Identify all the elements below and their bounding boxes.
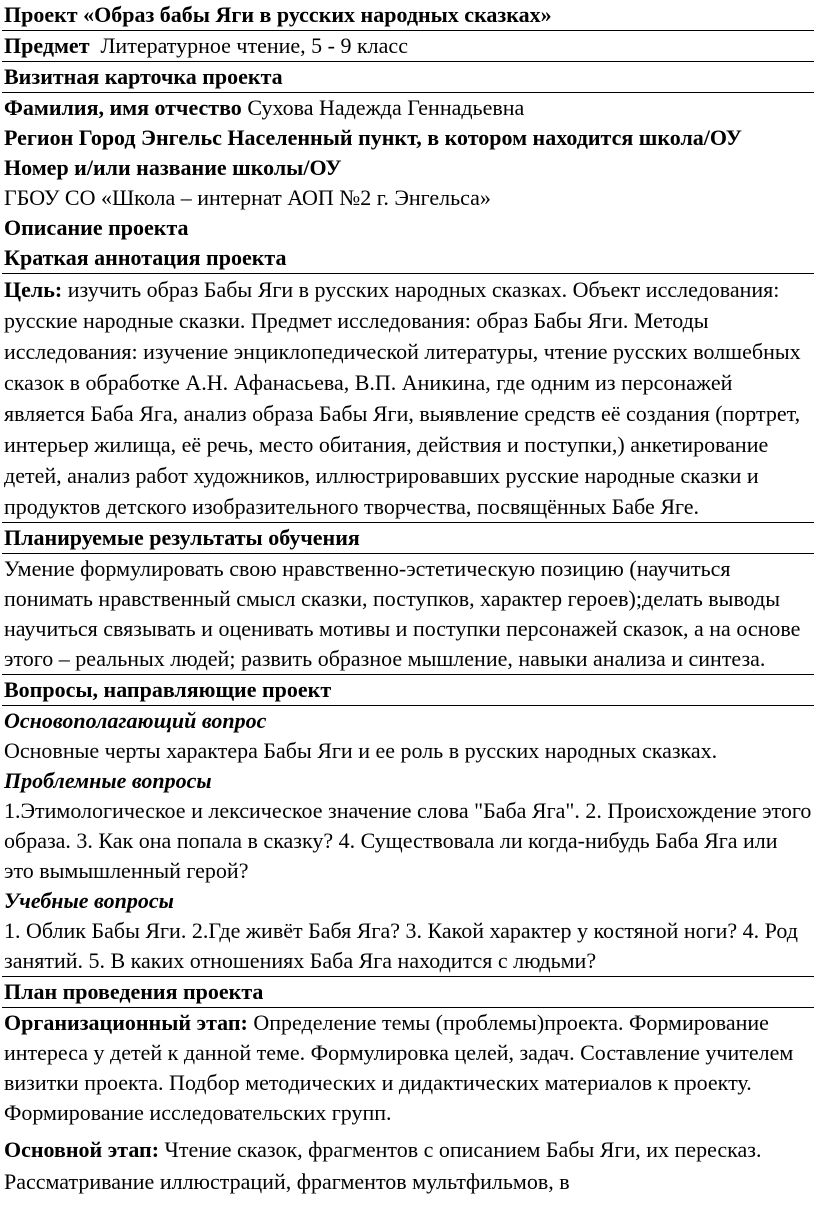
problem-text: 1.Этимологическое и лексическое значение слова "Баба Яга". 2. Происхождение этого образа. 3. Как она попала в сказку? 4. Существовала ли когда-нибудь Баба Яга или это вымышленный герой?: [4, 798, 812, 883]
subject-value: Литературное чтение, 5 - 9 класс: [100, 33, 408, 58]
plan-heading: План проведения проекта: [4, 979, 264, 1004]
subject-label: Предмет: [4, 33, 90, 58]
annotation-heading: Краткая аннотация проекта: [4, 245, 287, 270]
card-heading-row: [2, 62, 814, 93]
author-value: Сухова Надежда Геннадьевна: [247, 95, 525, 120]
main-stage-text: Чтение сказок, фрагментов с описанием Бабы Яги, их пересказ. Рассматривание иллюстраций, фрагментов мультфильмов, в: [4, 1137, 762, 1194]
annotation-heading-row: [2, 243, 814, 274]
questions-heading-row: [2, 675, 814, 706]
goal-text: изучить образ Бабы Яги в русских народных сказках. Объект исследования: русские народные сказки. Предмет исследования: образ Бабы Яги. Методы исследования: изучение энциклопедической литературы, чтение русских волшебных сказок в обработке А.Н. Афанасьева, В.П. Аникина, где одним из персонажей является Баба Яга, анализ образа Бабы Яги, выявление средств её создания (портрет, интерьер жилища, её речь, место обитания, действия и поступки,) анкетирование детей, анализ работ художников, иллюстрировавших русские народные сказки и продуктов детского изобразительного творчества, посвящённых Бабе Яге.: [4, 277, 801, 519]
results-heading-row: [2, 523, 814, 554]
results-text: Умение формулировать свою нравственно-эстетическую позицию (научиться понимать нравственный смысл сказки, поступков, характер героев);делать выводы научиться связывать и оценивать мотивы и поступки персонажей сказок, а на основе этого – реальных людей; развить образное мышление, навыки анализа и синтеза.: [4, 556, 801, 671]
fundamental-text: Основные черты характера Бабы Яги и ее роль в русских народных сказках.: [4, 738, 718, 763]
fundamental-label: Основополагающий вопрос: [4, 708, 267, 733]
goal-label: Цель:: [4, 277, 63, 302]
questions-row: [2, 706, 814, 977]
region-label: Регион Город Энгельс Населенный пункт, в котором находится школа/ОУ Номер и/или название школы/ОУ: [4, 125, 742, 180]
author-label: Фамилия, имя отчество: [4, 95, 242, 120]
description-heading: Описание проекта: [4, 215, 189, 240]
study-text: 1. Облик Бабы Яги. 2.Где живёт Бабя Яга? 3. Какой характер у костяной ноги? 4. Род занятий. 5. В каких отношениях Баба Яга находится с людьми?: [4, 918, 798, 973]
subject-row: [2, 31, 814, 62]
project-title: Проект «Образ бабы Яги в русских народных сказках»: [4, 2, 552, 27]
main-stage-label: Основной этап:: [4, 1137, 160, 1162]
org-stage-label: Организационный этап:: [4, 1010, 248, 1035]
results-heading: Планируемые результаты обучения: [4, 525, 360, 550]
region-value: ГБОУ СО «Школа – интернат АОП №2 г. Энгельса»: [4, 185, 491, 210]
org-stage-text: Определение темы (проблемы)проекта. Формирование интереса у детей к данной теме. Формулировка целей, задач. Составление учителем визитки проекта. Подбор методических и дидактических материалов к проекту. Формирование исследовательских групп.: [4, 1010, 794, 1125]
questions-heading: Вопросы, направляющие проект: [4, 677, 332, 702]
study-label: Учебные вопросы: [4, 888, 174, 913]
results-row: [2, 554, 814, 675]
goal-row: [2, 274, 814, 523]
plan-heading-row: [2, 977, 814, 1008]
description-heading-row: [2, 213, 814, 243]
plan-row: [2, 1008, 814, 1198]
card-heading: Визитная карточка проекта: [4, 64, 283, 89]
author-row: [2, 93, 814, 213]
title-row: [2, 0, 814, 31]
problem-label: Проблемные вопросы: [4, 768, 212, 793]
